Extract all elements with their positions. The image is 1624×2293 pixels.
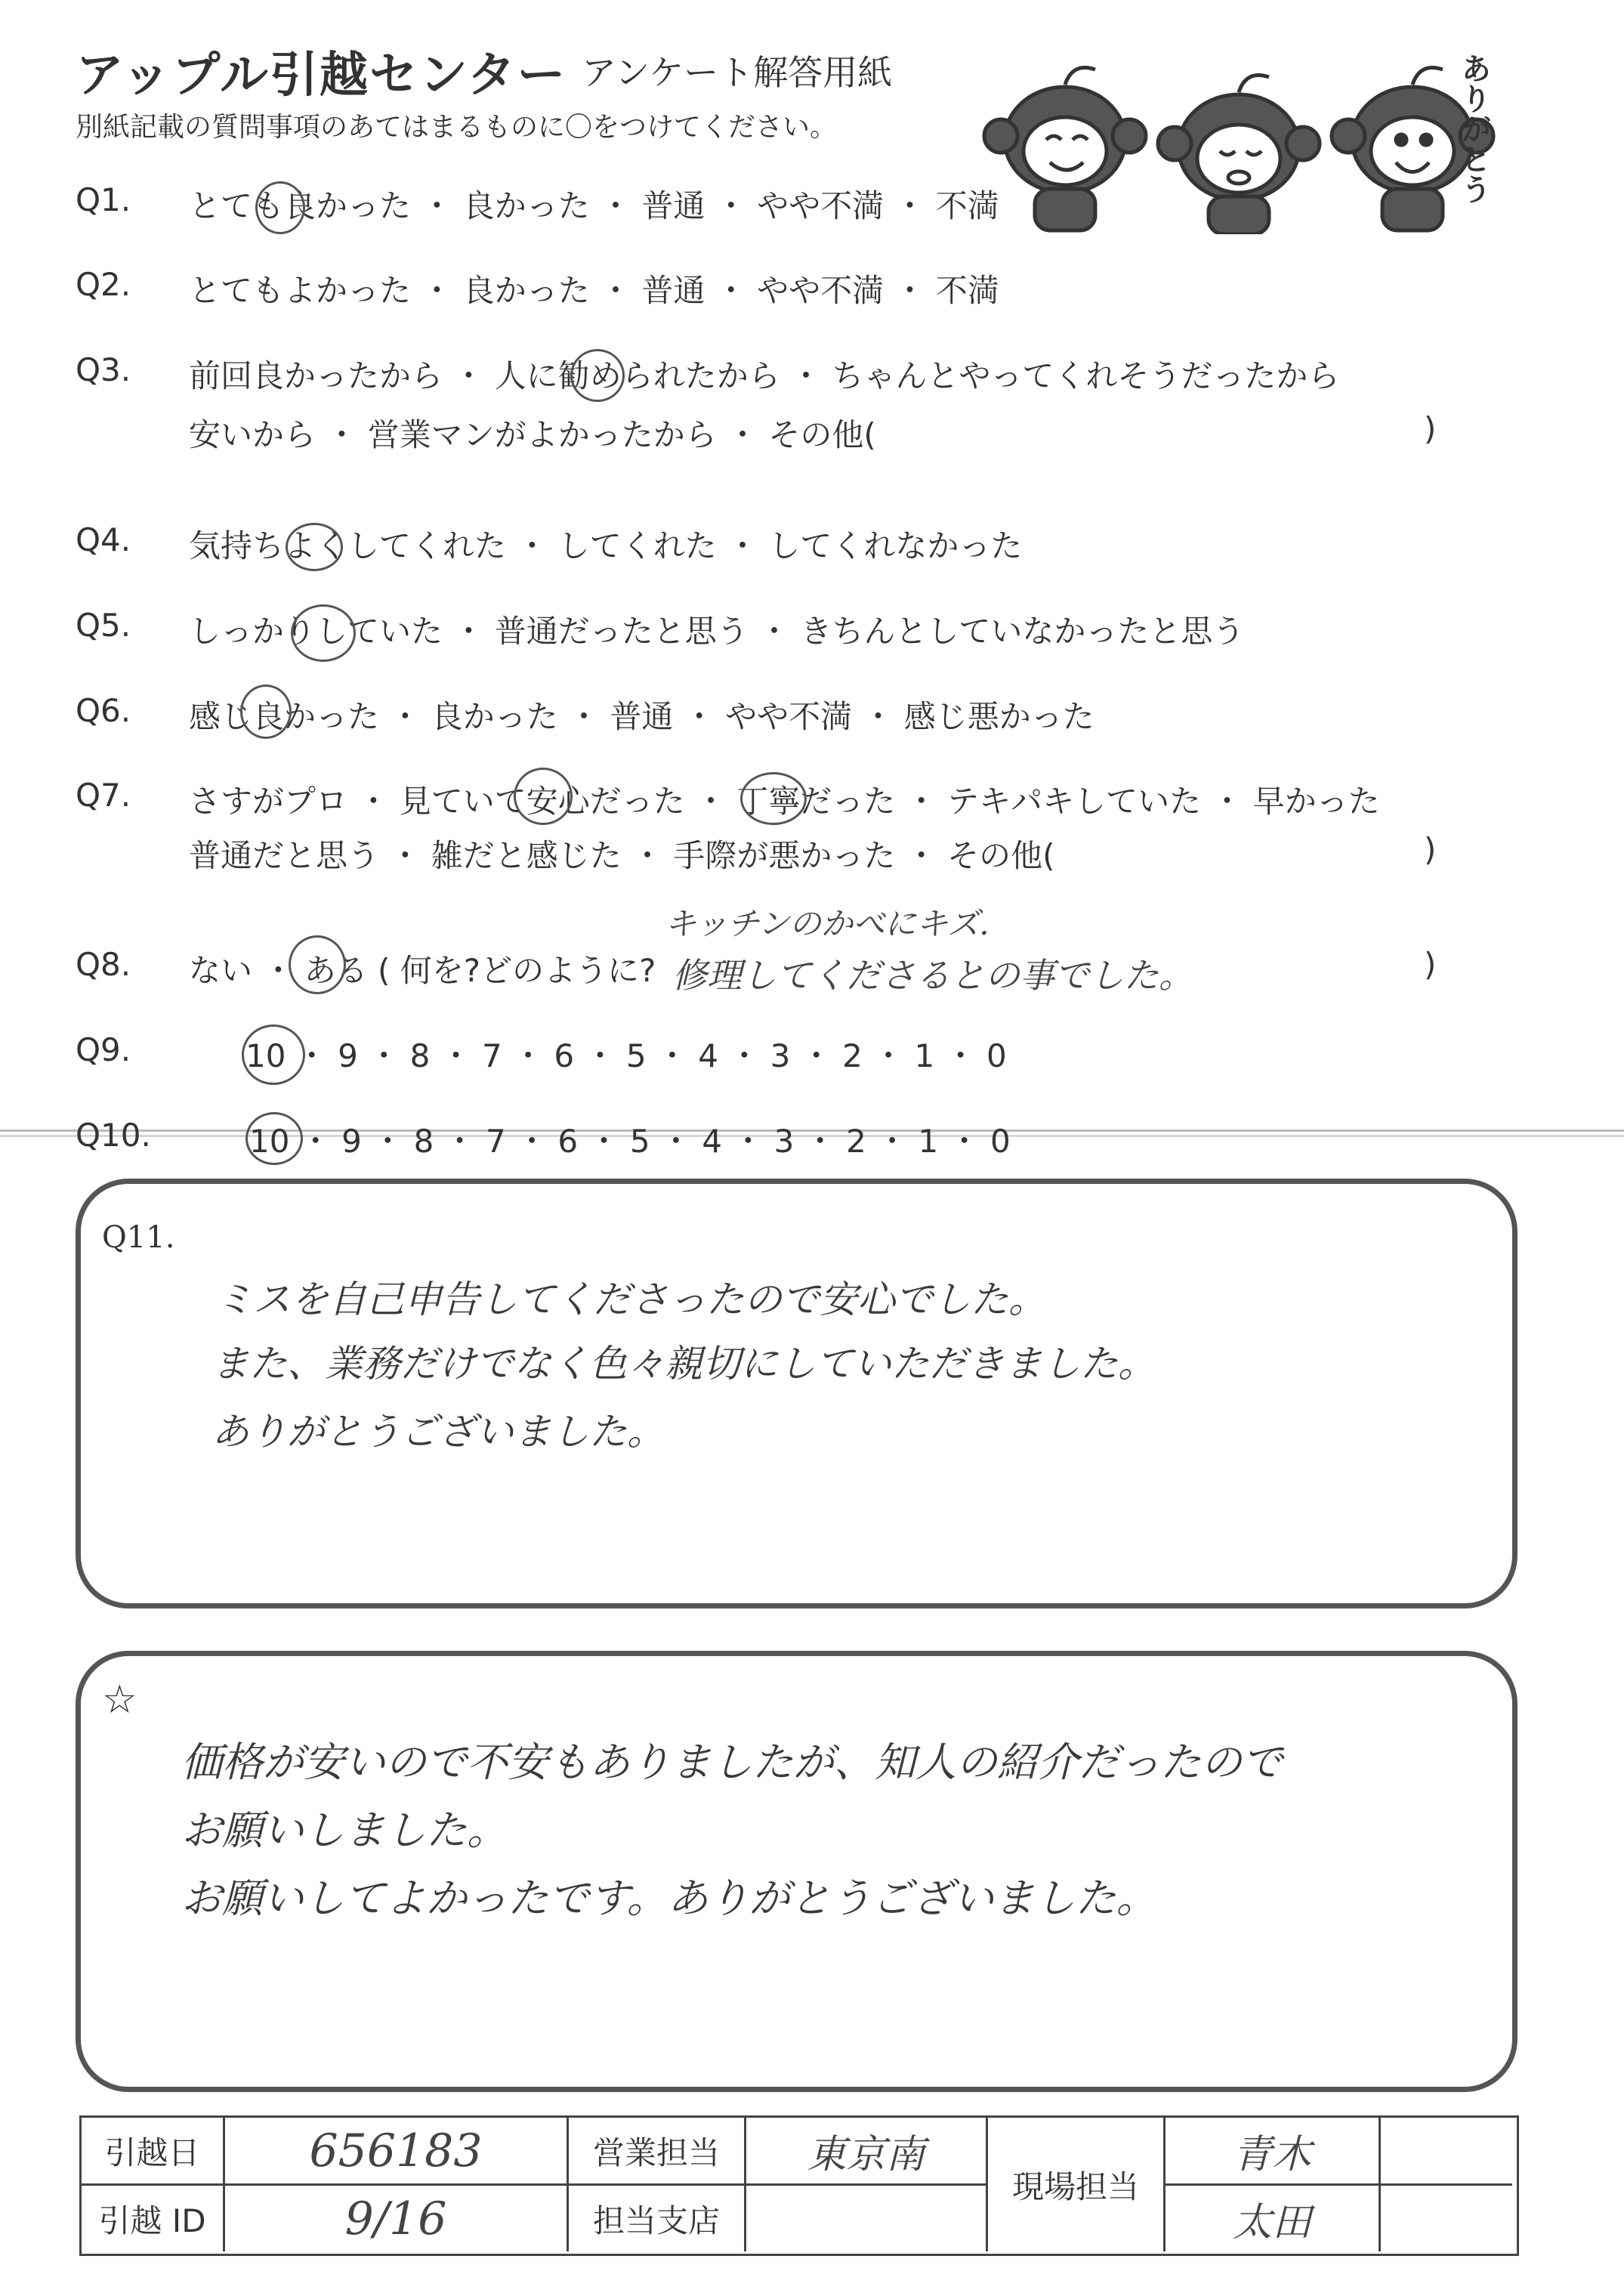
answer-circle-mark (255, 181, 305, 234)
mascot-caption: ありがとう (1456, 53, 1491, 204)
monkey-mascot-icon (982, 38, 1511, 234)
company-title: アップル引越センター (76, 48, 567, 104)
form-subtitle: アンケート解答用紙 (582, 52, 893, 93)
answer-circle-mark (740, 772, 807, 825)
paren-close: ) (1424, 831, 1437, 868)
question-7 (76, 777, 1548, 874)
answer-circle-mark (291, 604, 356, 662)
star-comment-line-3: お願いしてよかったです。ありがとうございました。 (181, 1874, 1157, 1922)
answer-circle-mark (289, 935, 346, 994)
answer-circle-mark (570, 349, 625, 402)
answer-circle-mark (242, 1024, 305, 1085)
move-date-label: 引越日 (82, 2118, 225, 2186)
star-comment-line-1: 価格が安いので不安もありましたが、知人の紹介だったので (181, 1738, 1283, 1786)
question-number: Q5. (76, 607, 131, 644)
site-extra-cell-1[interactable] (1381, 2118, 1512, 2186)
question-number: Q2. (76, 266, 131, 303)
sales-label: 営業担当 (569, 2118, 746, 2186)
question-number: Q6. (76, 692, 131, 729)
q11-comment-box (76, 1179, 1517, 1608)
instruction-text: 別紙記載の質問事項のあてはまるものに〇をつけてください。 (76, 112, 838, 143)
question-options-line2[interactable]: 安いから ・ 営業マンがよかったから ・ その他( (189, 416, 876, 453)
site-label: 現場担当 (988, 2118, 1166, 2251)
q11-comment-line-3: ありがとうございました。 (211, 1410, 665, 1454)
q11-label: Q11. (102, 1220, 175, 1255)
answer-circle-mark (240, 685, 292, 739)
question-options[interactable]: 気持ちよくしてくれた ・ してくれた ・ してくれなかった (189, 527, 1023, 564)
star-comment-line-2: お願いしました。 (181, 1806, 508, 1854)
q8-handwritten-line-2: 修理してくださるとの事でした。 (672, 955, 1193, 996)
q11-comment-line-2: また、業務だけでなく色々親切にしていただきました。 (211, 1342, 1156, 1386)
question-number: Q7. (76, 777, 131, 814)
answer-circle-mark (286, 523, 343, 571)
branch-label: 担当支店 (569, 2186, 746, 2251)
paren-close: ) (1424, 410, 1437, 447)
score-options[interactable]: 10 ・ 9 ・ 8 ・ 7 ・ 6 ・ 5 ・ 4 ・ 3 ・ 2 ・ 1 ・ 0 (249, 1123, 1011, 1160)
answer-circle-mark (245, 1112, 303, 1165)
star-label: ☆ (102, 1677, 137, 1723)
question-options[interactable]: とてもよかった ・ 良かった ・ 普通 ・ やや不満 ・ 不満 (189, 272, 999, 309)
question-number: Q8. (76, 946, 131, 983)
question-options[interactable]: とても良かった ・ 良かった ・ 普通 ・ やや不満 ・ 不満 (189, 187, 999, 224)
answer-circle-mark (514, 768, 573, 825)
question-number: Q1. (76, 181, 131, 218)
site-value-2: 太田 (1166, 2186, 1381, 2251)
question-number: Q4. (76, 521, 131, 558)
site-value-1: 青木 (1166, 2118, 1381, 2186)
move-id-label: 引越 ID (82, 2186, 225, 2251)
question-options[interactable]: さすがプロ ・ 見ていて安心だった ・ 丁寧だった ・ テキパキしていた ・ 早かった (189, 783, 1380, 820)
question-number: Q3. (76, 351, 131, 388)
score-options[interactable]: 10 ・ 9 ・ 8 ・ 7 ・ 6 ・ 5 ・ 4 ・ 3 ・ 2 ・ 1 ・ 0 (245, 1037, 1007, 1074)
q8-handwritten-line-1: キッチンのかべにキズ. (665, 905, 990, 942)
question-number: Q10. (76, 1117, 151, 1154)
question-options[interactable]: 前回良かったから ・ 人に勧められたから ・ ちゃんとやってくれそうだったから (189, 357, 1340, 394)
question-3 (76, 351, 1548, 453)
sales-value: 東京南 (746, 2118, 988, 2186)
move-date-value: 9/16 (225, 2186, 569, 2251)
q11-comment-line-1: ミスを自己申告してくださったので安心でした。 (215, 1278, 1046, 1321)
site-extra-cell-2[interactable] (1381, 2186, 1512, 2251)
question-options-line2[interactable]: 普通だと思う ・ 雑だと感じた ・ 手際が悪かった ・ その他( (189, 837, 1055, 874)
footer-info-table (79, 2115, 1519, 2256)
branch-value[interactable] (746, 2186, 988, 2251)
question-options[interactable]: ない ・ ある ( 何を?どのように? (189, 952, 656, 989)
question-number: Q9. (76, 1031, 131, 1068)
paren-close: ) (1424, 946, 1437, 983)
question-options[interactable]: 感じ良かった ・ 良かった ・ 普通 ・ やや不満 ・ 感じ悪かった (189, 698, 1095, 735)
move-id-value: 656183 (225, 2118, 569, 2186)
question-options[interactable]: しっかりしていた ・ 普通だったと思う ・ きちんとしていなかったと思う (189, 613, 1245, 650)
